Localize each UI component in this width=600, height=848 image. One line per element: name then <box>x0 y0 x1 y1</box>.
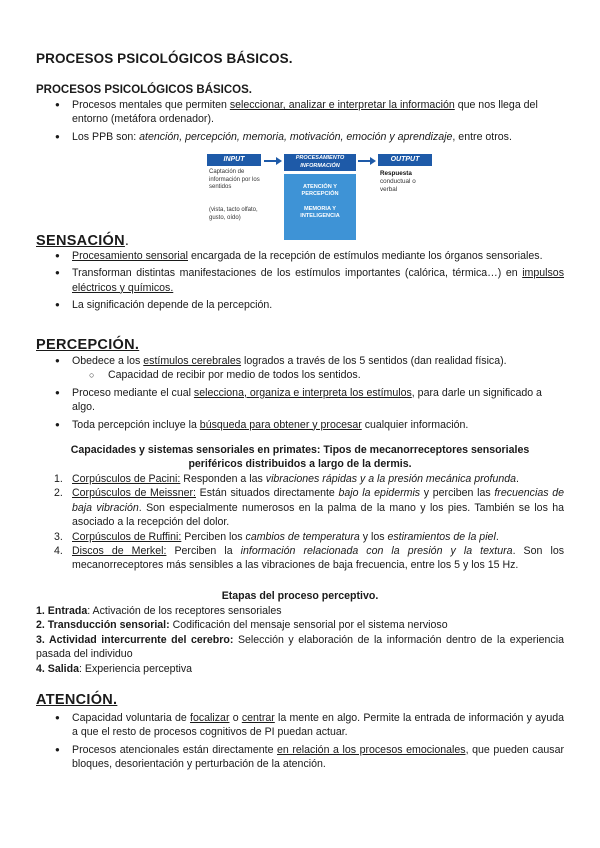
arrow-right-icon <box>264 156 282 166</box>
capacidad-item-3: 3. Corpúsculos de Ruffini: Perciben los cambios de temperatura y los estiramientos de la piel. <box>54 530 499 543</box>
sensacion-bullet-1: ● Procesamiento sensorial encargada de la recepción de estímulos mediante los órganos sensoriales. <box>36 249 564 263</box>
percepcion-list <box>36 354 564 432</box>
intro-list <box>36 98 564 144</box>
processing-memory: MEMORIA Y INTELIGENCIA <box>300 206 340 219</box>
processing-box <box>284 174 356 240</box>
processing-attention: ATENCIÓN Y PERCEPCIÓN <box>301 184 339 197</box>
capacidad-item-4: 4. Discos de Merkel: Perciben la información relacionada con la presión y la textura. Son los mecanorreceptores más sensibles a las vibraciones de baja frecuencia, entre los 5 y los 15 Hz. <box>54 545 565 572</box>
capacidades-list <box>36 472 564 573</box>
processing-label: PROCESAMIENTO INFORMACIÓN <box>284 154 356 171</box>
intro-heading: PROCESOS PSICOLÓGICOS BÁSICOS. <box>36 84 252 96</box>
etapa-item-3: 3. Actividad intercurrente del cerebro: Selección y elaboración de la información dentro de la experiencia pasada del individuo <box>36 633 564 661</box>
output-text <box>380 170 434 194</box>
sensacion-bullet-3: ● La significación depende de la percepción. <box>36 298 564 312</box>
intro-bullet-1: ● Procesos mentales que permiten seleccionar, analizar e interpretar la información que nos llega del entorno (metáfora ordenador). <box>36 98 564 127</box>
output-desc: conductual o verbal <box>380 178 416 193</box>
output-bold: Respuesta <box>380 170 412 177</box>
capacidades-heading: Capacidades y sistemas sensoriales en primates: Tipos de mecanorreceptores sensoriales periféricos distribuidos a largo de la dermis. <box>70 444 530 471</box>
arrow-right-icon-2 <box>358 156 376 166</box>
atencion-bullet-1: ● Capacidad voluntaria de focalizar o centrar la mente en algo. Permite la entrada de información y ayuda a que el resto de procesos cognitivos de PI puedan actuar. <box>36 711 564 740</box>
percepcion-bullet-3: ● Toda percepción incluye la búsqueda para obtener y procesar cualquier información. <box>36 418 564 432</box>
capacidad-item-2: 2. Corpúsculos de Meissner: Están situados directamente bajo la epidermis y perciben las frecuencias de baja vibración. Son especialmente numerosos en la palma de la mano y los pies. También se los ha asociado a la recepción del dolor. <box>54 487 565 529</box>
etapa-item-2: 2. Transducción sensorial: Codificación del mensaje sensorial por el sistema nervioso <box>36 619 448 632</box>
etapa-item-1: 1. Entrada: Activación de los receptores sensoriales <box>36 605 282 617</box>
output-label: OUTPUT <box>378 154 432 166</box>
percepcion-sub-1: ○ Capacidad de recibir por medio de todos los sentidos. <box>36 368 564 382</box>
etapas-heading: Etapas del proceso perceptivo. <box>221 590 379 602</box>
sensacion-heading: SENSACIÓN. <box>36 233 130 249</box>
atencion-heading: ATENCIÓN. <box>36 692 118 708</box>
atencion-bullet-2: ● Procesos atencionales están directamente en relación a los procesos emocionales, que pueden causar bloques, desorientación y perturbación de la atención. <box>36 743 564 772</box>
atencion-list <box>36 711 564 772</box>
percepcion-bullet-2: ● Proceso mediante el cual selecciona, organiza e interpreta los estímulos, para darle un significado a algo. <box>36 386 564 415</box>
sensacion-bullet-2: ● Transforman distintas manifestaciones de los estímulos importantes (calórica, térmica…) en impulsos eléctricos y químicos. <box>36 266 564 295</box>
etapas-list <box>36 604 564 676</box>
etapa-item-4: 4. Salida: Experiencia perceptiva <box>36 662 193 675</box>
input-senses: (vista, tacto olfato, gusto, oído) <box>209 207 258 221</box>
sensacion-list <box>36 249 564 313</box>
ppb-diagram <box>207 154 434 242</box>
percepcion-heading: PERCEPCIÓN. <box>36 337 140 353</box>
percepcion-bullet-1: ● Obedece a los estímulos cerebrales logrados a través de los 5 sentidos (dan realidad física). ○ Capacidad de recibir por medio de todos los sentidos. <box>36 354 564 383</box>
capacidad-item-1: 1. Corpúsculos de Pacini: Responden a las vibraciones rápidas y a la presión mecánica profunda. <box>54 473 519 485</box>
intro-bullet-2: ● Los PPB son: atención, percepción, memoria, motivación, emoción y aprendizaje, entre otros. <box>36 130 564 144</box>
input-label: INPUT <box>207 154 261 166</box>
input-text: Captación de información por los sentidos <box>209 169 260 190</box>
document-title: PROCESOS PSICOLÓGICOS BÁSICOS. <box>36 51 293 66</box>
